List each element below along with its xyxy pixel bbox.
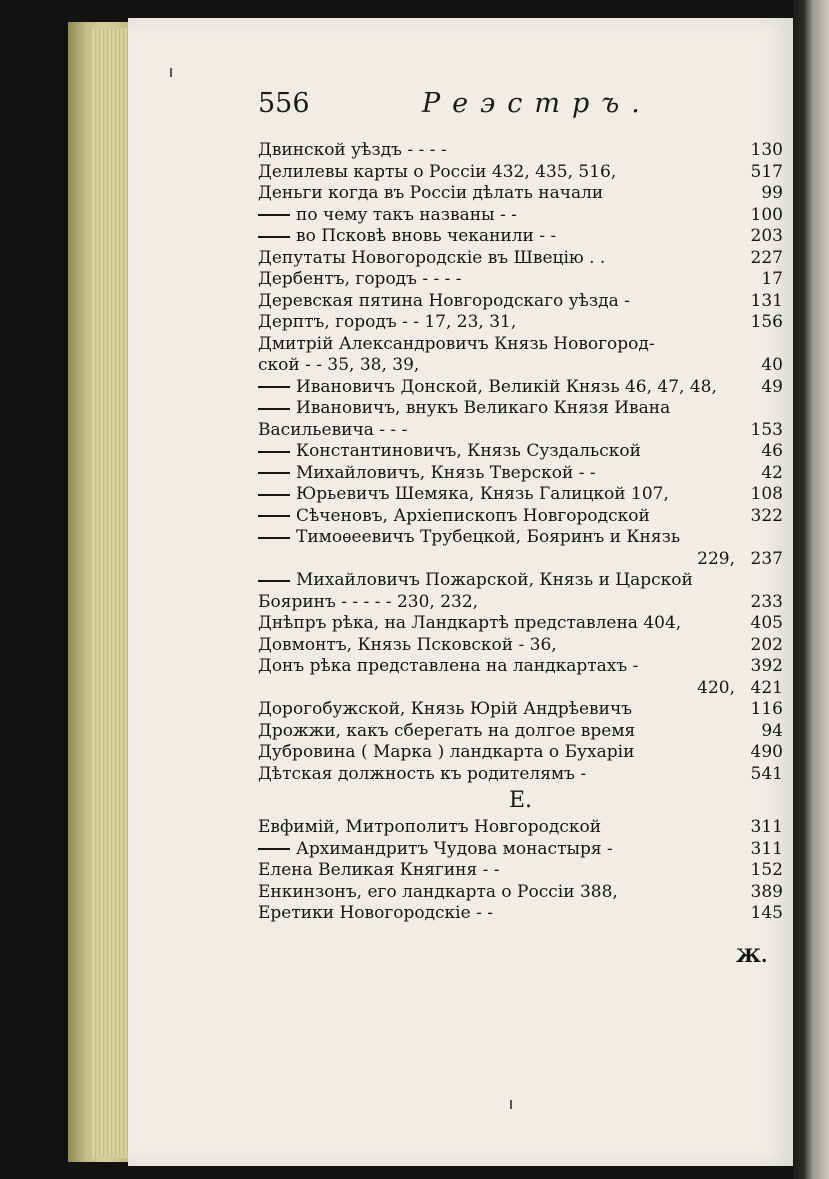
- entry-page-ref: 392: [750, 656, 783, 676]
- entry-text: Ивановичъ, внукъ Великаго Князя Ивана: [296, 398, 671, 418]
- entry-page-ref: 156: [750, 312, 783, 332]
- entry-text: 420,: [697, 677, 735, 698]
- entry-text: Дубровина ( Марка ) ландкарта о Бухаріи: [258, 742, 635, 762]
- index-entry: [258, 291, 783, 313]
- entry-page-ref: 517: [750, 161, 783, 182]
- index-entry: [258, 656, 783, 678]
- entry-page-ref: 153: [750, 419, 783, 440]
- entry-text: Депутаты Новогородскіе въ Швецію . .: [258, 247, 606, 268]
- entry-page-ref: 49: [761, 376, 783, 397]
- entry-text: Сѣченовъ, Архіепископъ Новгородской: [296, 505, 650, 526]
- index-entry: [258, 903, 783, 925]
- entry-page-ref: 130: [750, 140, 783, 160]
- entry-text: Васильевича - - -: [258, 419, 408, 440]
- entry-text: Деньги когда въ Россіи дѣлать начали: [258, 183, 604, 203]
- facing-page-edge: [793, 0, 829, 1179]
- entry-page-ref: 145: [750, 903, 783, 923]
- index-entry: [258, 162, 783, 184]
- index-entry: [258, 355, 783, 377]
- index-entry: [258, 527, 783, 549]
- index-entry: [258, 269, 783, 291]
- index-entry: [258, 764, 783, 786]
- entry-text: Дрожжи, какъ сберегать на долгое время: [258, 720, 636, 741]
- repeat-dash: [258, 236, 290, 238]
- index-entry: [258, 506, 783, 528]
- entry-text: Делилевы карты о Россіи 432, 435, 516,: [258, 161, 617, 182]
- entry-text: Дѣтская должность къ родителямъ -: [258, 763, 587, 784]
- entry-page-ref: 99: [761, 183, 783, 203]
- index-entry: [258, 678, 783, 700]
- entry-text: Довмонтъ, Князь Псковской - 36,: [258, 634, 557, 655]
- entry-page-ref: 46: [761, 441, 783, 461]
- entry-text: Деревская пятина Новгородскаго уѣзда -: [258, 290, 630, 311]
- entry-page-ref: 421: [750, 677, 783, 698]
- entry-page-ref: 116: [750, 699, 783, 719]
- paper-speck: [510, 1100, 512, 1109]
- index-entry: [258, 420, 783, 442]
- entry-text: Евфимій, Митрополитъ Новгородской: [258, 817, 602, 837]
- repeat-dash: [258, 472, 290, 474]
- entry-text: Елена Великая Княгиня - -: [258, 860, 500, 880]
- entry-page-ref: 490: [750, 742, 783, 762]
- entry-text: ской - - 35, 38, 39,: [258, 355, 420, 375]
- entry-text: Енкинзонъ, его ландкарта о Россіи 388,: [258, 881, 618, 902]
- entry-page-ref: 42: [761, 462, 783, 483]
- entry-text: Михайловичъ, Князь Тверской - -: [296, 462, 596, 483]
- entry-page-ref: 405: [750, 613, 783, 633]
- entry-page-ref: 389: [750, 881, 783, 902]
- index-entry: [258, 742, 783, 764]
- catchword: Ж.: [736, 945, 768, 967]
- index-entry: [258, 334, 783, 356]
- entry-page-ref: 94: [761, 720, 783, 741]
- entry-page-ref: 203: [750, 226, 783, 246]
- repeat-dash: [258, 386, 290, 388]
- entry-text: Двинской уѣздъ - - - -: [258, 140, 447, 160]
- entry-text: Тимоѳеевичъ Трубецкой, Бояринъ и Князь: [296, 527, 681, 547]
- repeat-dash: [258, 494, 290, 496]
- index-entry: [258, 721, 783, 743]
- entry-text: Бояринъ - - - - - 230, 232,: [258, 591, 479, 612]
- index-entry: [258, 860, 783, 882]
- index-entry: [258, 463, 783, 485]
- index-entry: [258, 882, 783, 904]
- entry-page-ref: 233: [750, 591, 783, 612]
- entry-text: Ивановичъ Донской, Великій Князь 46, 47, 48,: [296, 376, 717, 397]
- repeat-dash: [258, 580, 290, 582]
- index-entry: [258, 226, 783, 248]
- entry-page-ref: 100: [750, 204, 783, 225]
- repeat-dash: [258, 515, 290, 517]
- entry-text: Михайловичъ Пожарской, Князь и Царской: [296, 570, 693, 590]
- entry-text: Донъ рѣка представлена на ландкартахъ -: [258, 656, 639, 676]
- index-entry: [258, 613, 783, 635]
- entry-text: Юрьевичъ Шемяка, Князь Галицкой 107,: [296, 484, 669, 504]
- entry-page-ref: 311: [750, 838, 783, 859]
- entry-page-ref: 131: [750, 290, 783, 311]
- entry-text: Дмитрій Александровичъ Князь Новогород-: [258, 333, 655, 354]
- index-entry: [258, 635, 783, 657]
- entry-page-ref: 202: [750, 634, 783, 655]
- index-entry: [258, 570, 783, 592]
- entry-text: Дербентъ, городъ - - - -: [258, 269, 462, 289]
- index-entry: [258, 699, 783, 721]
- entry-page-ref: 311: [750, 817, 783, 837]
- index-entry: [258, 377, 783, 399]
- page-header: [258, 88, 798, 124]
- entry-text: Дорогобужской, Князь Юрій Андрѣевичъ: [258, 699, 633, 719]
- entry-page-ref: 541: [750, 763, 783, 784]
- section-letter: Е.: [508, 788, 533, 813]
- entry-text: Дерптъ, городъ - - 17, 23, 31,: [258, 312, 517, 332]
- index-entry: [258, 398, 783, 420]
- index-entry: [258, 312, 783, 334]
- entry-page-ref: 17: [761, 269, 783, 289]
- repeat-dash: [258, 214, 290, 216]
- paper-speck: [170, 68, 172, 77]
- index-entry: [258, 592, 783, 614]
- entry-page-ref: 108: [750, 484, 783, 504]
- index-entries: [258, 140, 783, 925]
- entry-text: Константиновичъ, Князь Суздальской: [296, 441, 641, 461]
- running-title: Реэстръ.: [422, 88, 652, 119]
- page-number: 556: [258, 88, 310, 119]
- index-entry: [258, 183, 783, 205]
- index-entry: [258, 839, 783, 861]
- entry-text: Архимандритъ Чудова монастыря -: [296, 838, 613, 859]
- repeat-dash: [258, 848, 290, 850]
- repeat-dash: [258, 408, 290, 410]
- entry-text: 229,: [697, 548, 735, 569]
- index-entry: [258, 817, 783, 839]
- repeat-dash: [258, 451, 290, 453]
- index-entry: [258, 441, 783, 463]
- entry-page-ref: 322: [750, 505, 783, 526]
- entry-page-ref: 227: [750, 247, 783, 268]
- index-entry: [258, 549, 783, 571]
- entry-text: Днѣпръ рѣка, на Ландкартѣ представлена 404,: [258, 613, 682, 633]
- repeat-dash: [258, 537, 290, 539]
- index-entry: [258, 248, 783, 270]
- entry-page-ref: 237: [750, 548, 783, 569]
- entry-page-ref: 152: [750, 860, 783, 880]
- entry-text: Еретики Новогородскіе - -: [258, 903, 493, 923]
- entry-text: во Псковѣ вновь чеканили - -: [296, 226, 557, 246]
- index-entry: [258, 484, 783, 506]
- entry-page-ref: 40: [761, 355, 783, 375]
- index-entry: [258, 140, 783, 162]
- index-entry: [258, 205, 783, 227]
- entry-text: по чему такъ названы - -: [296, 204, 517, 225]
- page-edges: [92, 28, 132, 1158]
